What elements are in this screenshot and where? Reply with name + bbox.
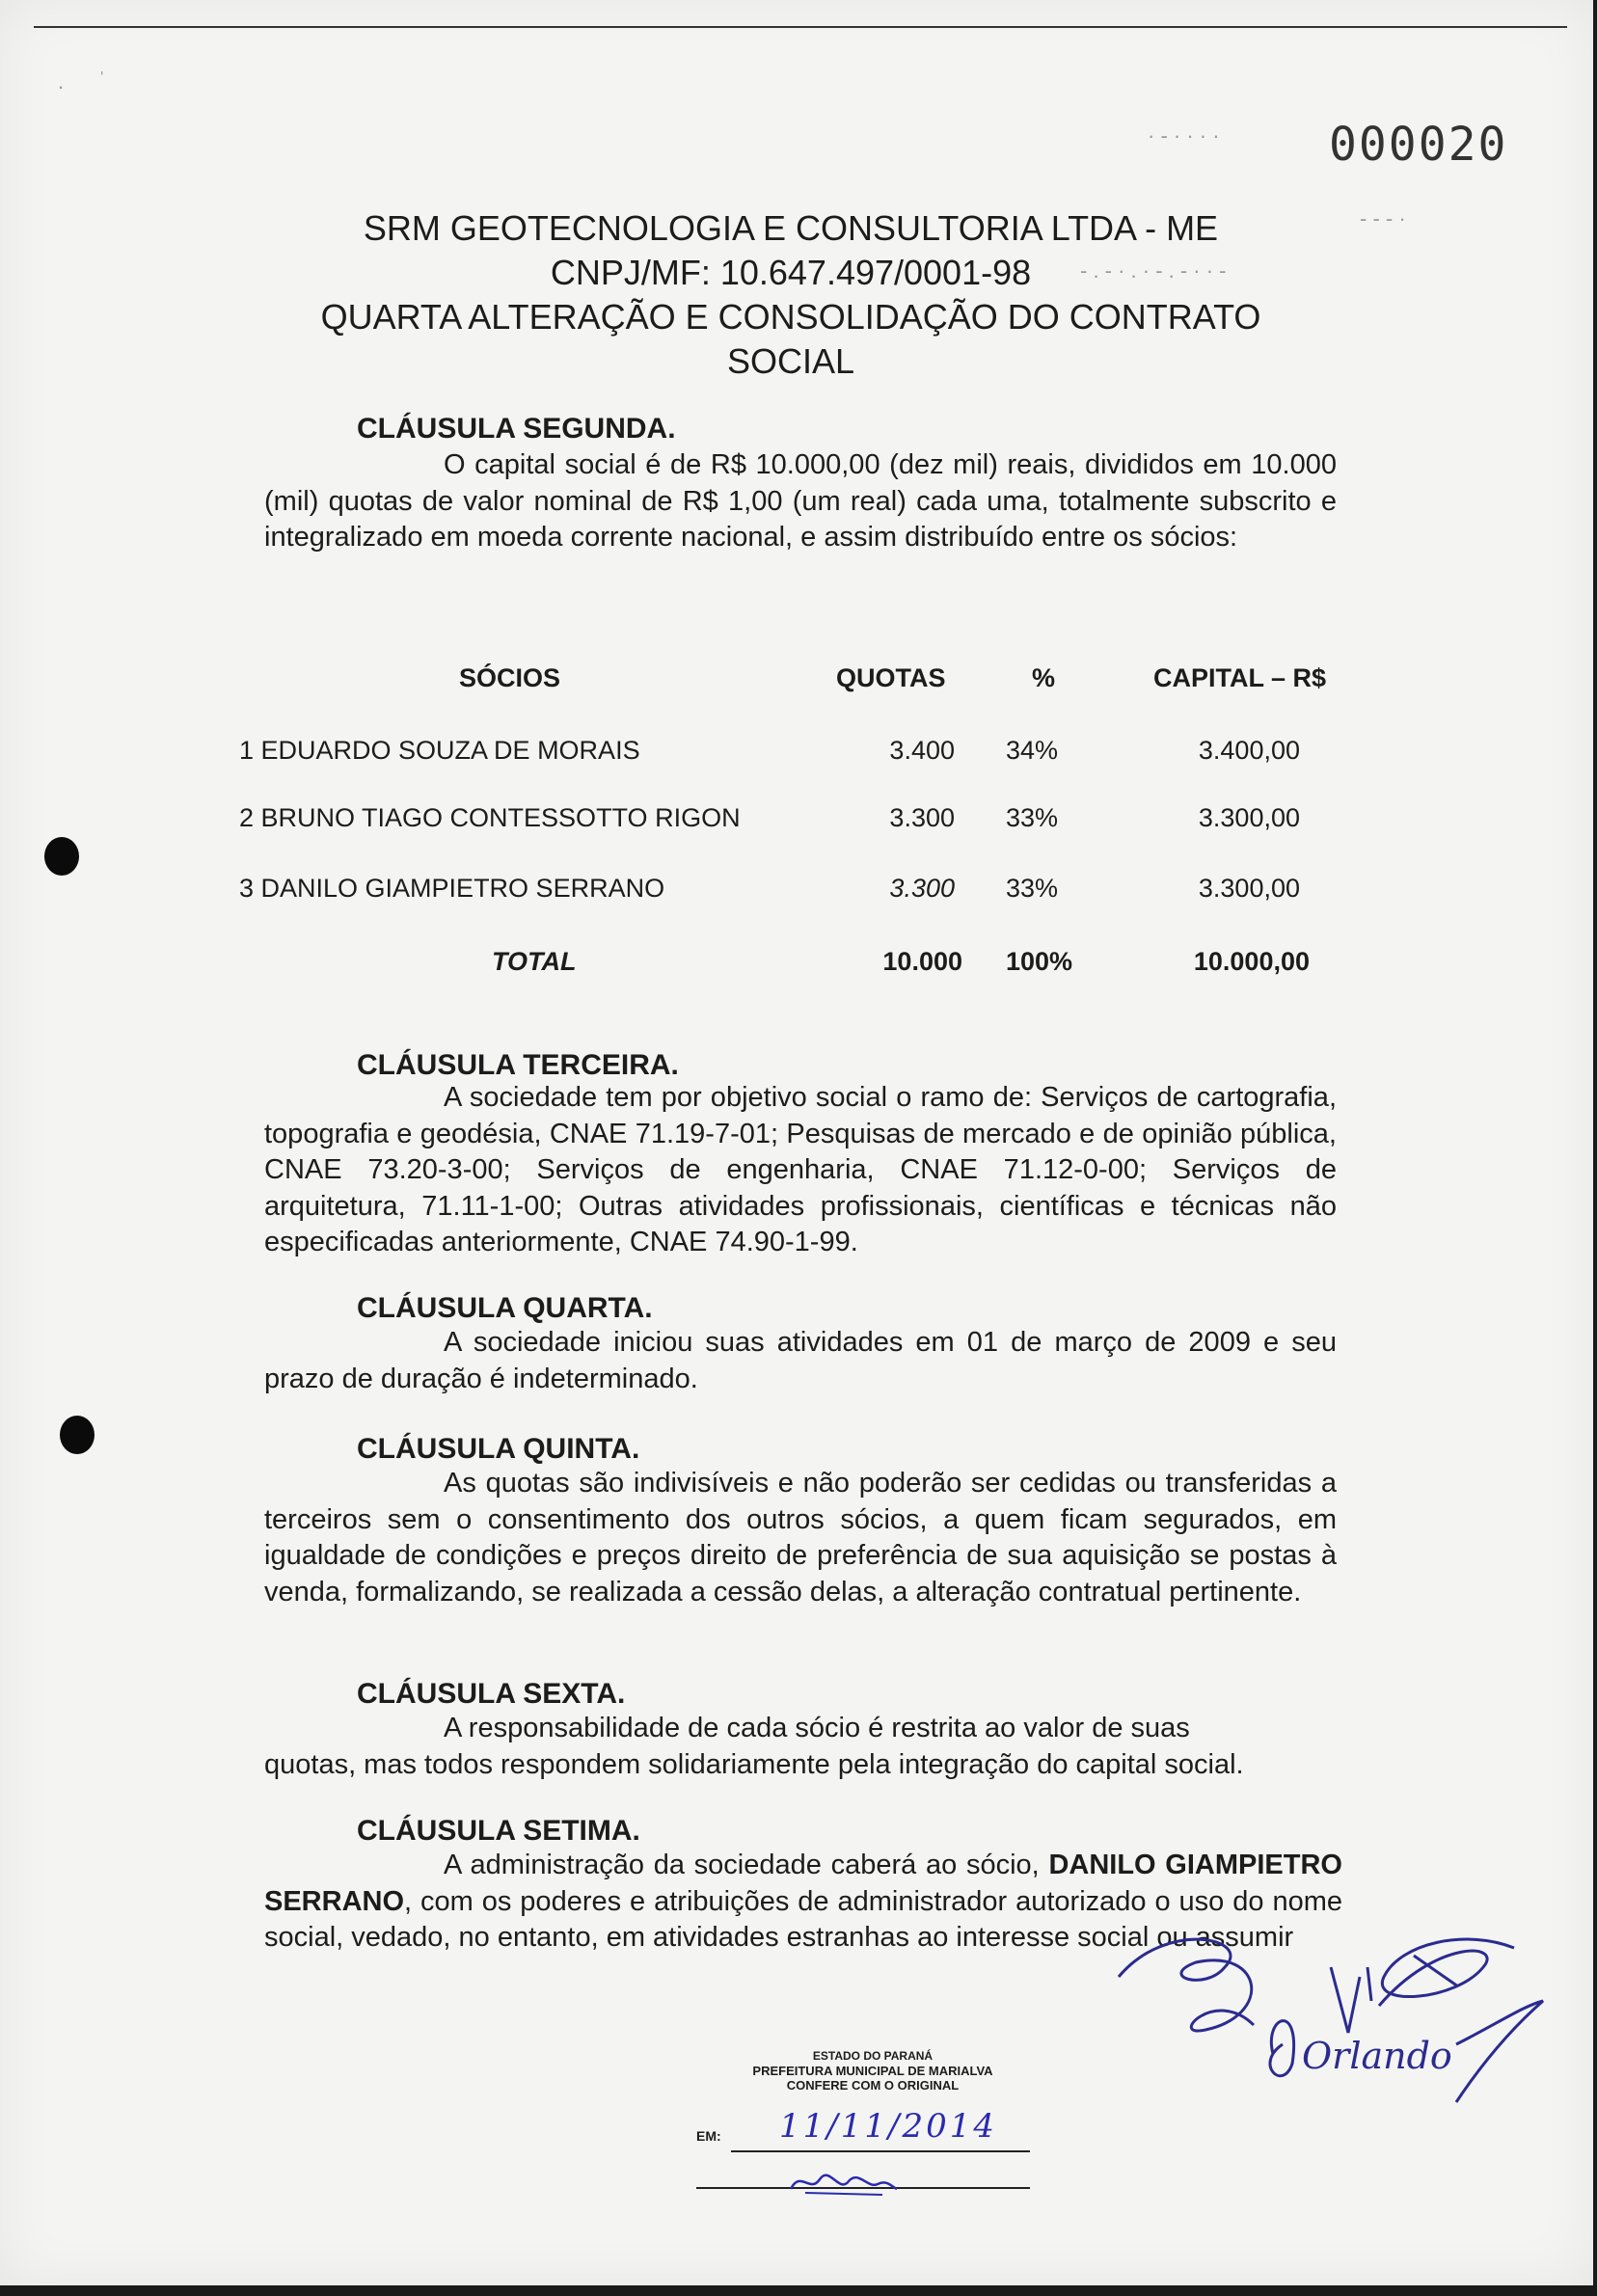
signature-stroke — [1119, 1939, 1254, 2031]
clause-terceira-body: A sociedade tem por objetivo social o ramo de: Serviços de cartografia, topografia e geodésia, CNAE 71.19-7-01; Pesquisas de mercado e de opinião pública, CNAE 73.20-3-00; Serviços de engenharia, CNAE 71.12-0-00; Serviços de arquitetura, 71.11-1-00; Outras atividades profissionais, científicas e técnicas não especificadas anteriormente, CNAE 74.90-1-99. — [264, 1082, 1337, 1257]
col-header-quotas: QUOTAS — [836, 663, 946, 692]
scan-speck: - . - · . · - . - · · - — [1080, 258, 1227, 283]
col-header-capital: CAPITAL – R$ — [1153, 663, 1327, 692]
notary-stamp — [709, 2049, 1037, 2093]
row-percent: 33% — [1006, 803, 1059, 832]
clause-quinta-title: CLÁUSULA QUINTA. — [357, 1433, 640, 1465]
clause-quinta-text — [264, 1466, 1337, 1610]
clause-quarta-title: CLÁUSULA QUARTA. — [357, 1292, 653, 1324]
row-name: 2 BRUNO TIAGO CONTESSOTTO RIGON — [239, 803, 741, 832]
row-quotas: 3.300 — [889, 874, 955, 903]
document-header — [280, 206, 1302, 384]
scan-speck: - - - · — [1360, 206, 1406, 230]
stamp-state: ESTADO DO PARANÁ — [812, 2049, 934, 2063]
row-quotas: 3.400 — [889, 736, 955, 765]
clause-setima-after: , com os poderes e atribuições de administrador autorizado o uso do nome social, vedado, no entanto, em atividades estranhas ao interesse social ou assumir — [264, 1885, 1342, 1953]
clause-setima-before: A administração da sociedade caberá ao sócio, — [444, 1850, 1040, 1880]
row-name: 1 EDUARDO SOUZA DE MORAIS — [239, 736, 640, 765]
signature-scribbles — [1061, 1832, 1562, 2121]
clause-quinta-body: As quotas são indivisíveis e não poderão ser cedidas ou transferidas a terceiros sem o consentimento dos outros sócios, a quem ficam segurados, em igualdade de condições e preços direito de preferência de sua aquisição se postas à venda, formalizando, se realizada a cessão delas, a alteração contratual pertinente. — [264, 1468, 1337, 1607]
signature-stroke — [1270, 2021, 1294, 2076]
clause-sexta-text — [264, 1711, 1337, 1783]
signature-stroke — [1379, 1939, 1514, 2006]
clause-quarta-text — [264, 1325, 1337, 1397]
stamp-date: 11/11/2014 — [779, 2107, 997, 2146]
clause-sexta-line1: A responsabilidade de cada sócio é restrita ao valor de suas — [444, 1713, 1190, 1743]
total-quotas: 10.000 — [882, 947, 962, 976]
signature-stroke — [1456, 2001, 1543, 2102]
row-capital: 3.400,00 — [1198, 736, 1300, 765]
signature-stroke — [1331, 1967, 1371, 2033]
company-name: SRM GEOTECNOLOGIA E CONSULTORIA LTDA - ME — [363, 208, 1219, 248]
company-cnpj: CNPJ/MF: 10.647.497/0001-98 — [550, 253, 1032, 292]
total-percent: 100% — [1006, 947, 1073, 976]
row-percent: 33% — [1006, 874, 1059, 903]
row-percent: 34% — [1006, 736, 1059, 765]
clause-quarta-body: A sociedade iniciou suas atividades em 01 de março de 2009 e seu prazo de duração é indeterminado. — [264, 1327, 1337, 1394]
stamp-em-label: EM: — [696, 2128, 721, 2144]
scan-speck: . — [58, 69, 65, 94]
clause-setima-title: CLÁUSULA SETIMA. — [357, 1815, 640, 1847]
stamp-initials — [786, 2160, 902, 2199]
clause-segunda-text — [264, 447, 1337, 556]
clause-segunda-title: CLÁUSULA SEGUNDA. — [357, 413, 676, 445]
total-capital: 10.000,00 — [1193, 947, 1310, 976]
initials-stroke — [791, 2175, 897, 2189]
punch-hole — [44, 837, 79, 876]
stamp-date-line — [731, 2150, 1030, 2152]
row-quotas: 3.300 — [889, 803, 955, 832]
clause-terceira-text — [264, 1080, 1337, 1261]
row-capital: 3.300,00 — [1198, 803, 1300, 832]
clause-terceira-title: CLÁUSULA TERCEIRA. — [357, 1049, 679, 1081]
stamp-prefeitura: PREFEITURA MUNICIPAL DE MARIALVA — [752, 2064, 993, 2078]
clause-segunda-line1: O capital social é de R$ 10.000,00 (dez mil) reais, divididos em 10.000 — [444, 449, 1337, 480]
signature-orlando: Orlando — [1302, 2035, 1452, 2077]
clause-sexta-line2: quotas, mas todos respondem solidariamente pela integração do capital social. — [264, 1748, 1244, 1780]
scan-speck: ˈ — [98, 68, 106, 92]
col-header-socios: SÓCIOS — [459, 663, 561, 692]
administrator-name: DANILO GIAMPIETRO SERRANO — [264, 1850, 1342, 1917]
document-title: QUARTA ALTERAÇÃO E CONSOLIDAÇÃO DO CONTRATO — [320, 297, 1261, 337]
clause-sexta-title: CLÁUSULA SEXTA. — [357, 1678, 626, 1710]
document-title-cont: SOCIAL — [726, 341, 855, 381]
stamp-confere: CONFERE COM O ORIGINAL — [786, 2078, 960, 2093]
row-capital: 3.300,00 — [1198, 874, 1300, 903]
top-rule — [34, 26, 1567, 28]
total-label: TOTAL — [492, 947, 577, 976]
row-name: 3 DANILO GIAMPIETRO SERRANO — [239, 874, 665, 903]
col-header-percent: % — [1032, 663, 1056, 692]
page-number: 000020 — [1329, 118, 1508, 172]
initials-underline — [805, 2193, 882, 2195]
scan-speck: · - · · · · — [1148, 123, 1220, 148]
punch-hole — [60, 1416, 95, 1454]
clause-segunda-rest: (mil) quotas de valor nominal de R$ 1,00 (um real) cada uma, totalmente subscrito e integralizado em moeda corrente nacional, e assim distribuído entre os sócios: — [264, 485, 1337, 553]
